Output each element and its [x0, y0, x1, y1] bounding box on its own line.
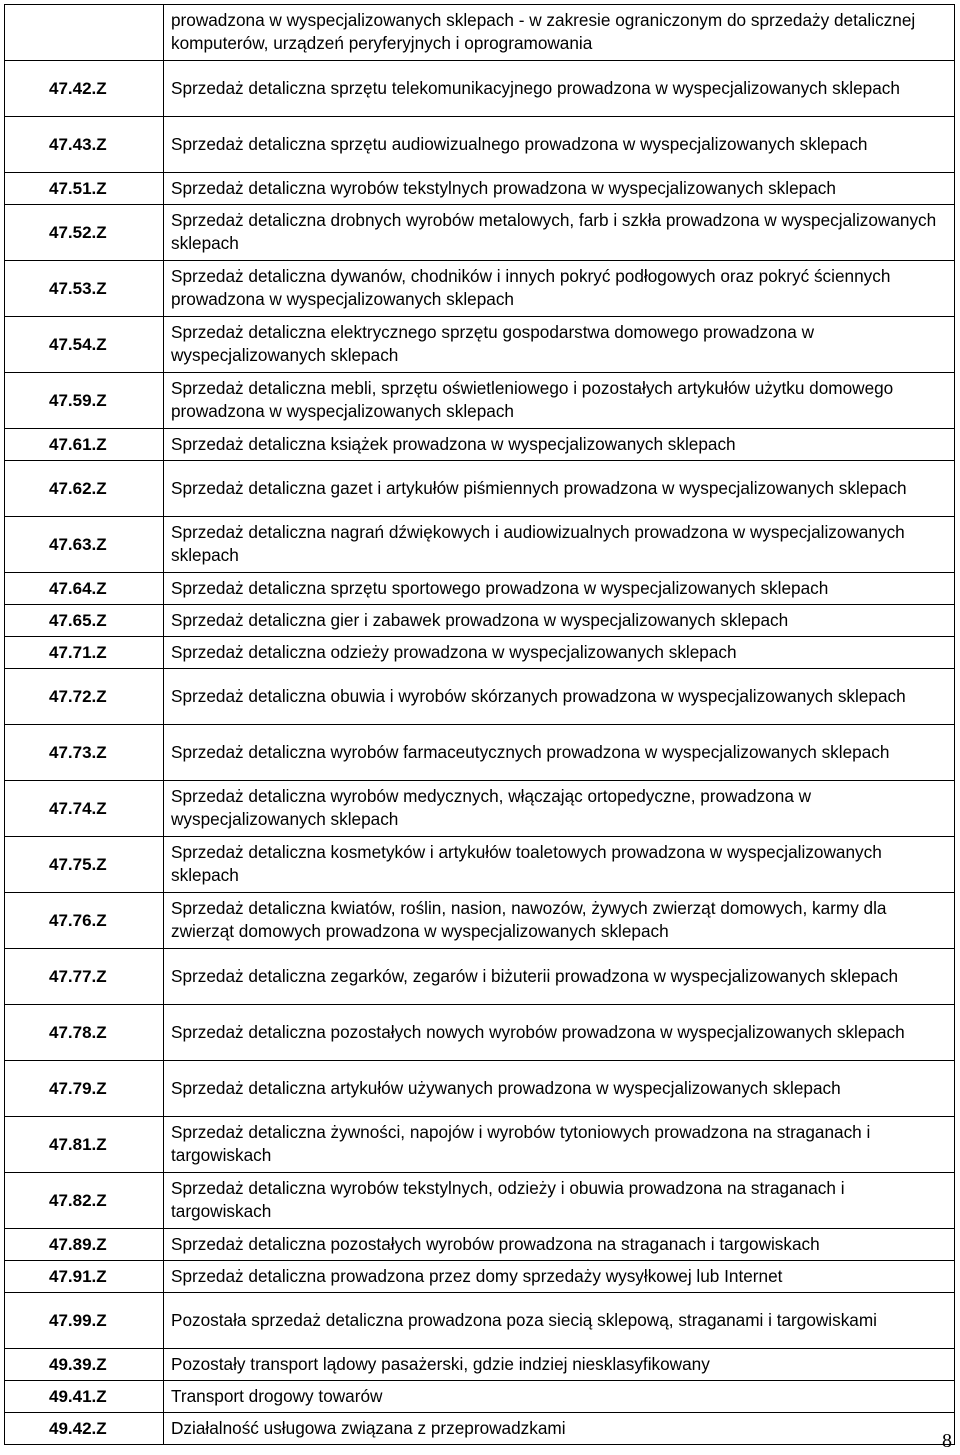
pkd-code: 47.89.Z [5, 1229, 164, 1261]
pkd-description: Sprzedaż detaliczna gier i zabawek prowadzona w wyspecjalizowanych sklepach [164, 605, 955, 637]
pkd-description: Sprzedaż detaliczna pozostałych wyrobów prowadzona na straganach i targowiskach [164, 1229, 955, 1261]
table-row [5, 317, 955, 373]
pkd-description: Sprzedaż detaliczna obuwia i wyrobów skórzanych prowadzona w wyspecjalizowanych sklepach [164, 669, 955, 725]
pkd-description: Sprzedaż detaliczna prowadzona przez domy sprzedaży wysyłkowej lub Internet [164, 1261, 955, 1293]
table-row [5, 261, 955, 317]
pkd-description: Pozostała sprzedaż detaliczna prowadzona poza siecią sklepową, straganami i targowiskami [164, 1293, 955, 1349]
table-row [5, 173, 955, 205]
table-row [5, 837, 955, 893]
table-row [5, 781, 955, 837]
pkd-code: 47.59.Z [5, 373, 164, 429]
pkd-description: Sprzedaż detaliczna nagrań dźwiękowych i audiowizualnych prowadzona w wyspecjalizowanych sklepach [164, 517, 955, 573]
pkd-code: 47.76.Z [5, 893, 164, 949]
pkd-description: Sprzedaż detaliczna gazet i artykułów piśmiennych prowadzona w wyspecjalizowanych sklepach [164, 461, 955, 517]
pkd-description: Sprzedaż detaliczna sprzętu sportowego prowadzona w wyspecjalizowanych sklepach [164, 573, 955, 605]
pkd-description: Sprzedaż detaliczna wyrobów tekstylnych prowadzona w wyspecjalizowanych sklepach [164, 173, 955, 205]
pkd-code: 47.43.Z [5, 117, 164, 173]
pkd-code: 47.64.Z [5, 573, 164, 605]
pkd-code [5, 5, 164, 61]
pkd-description: Sprzedaż detaliczna drobnych wyrobów metalowych, farb i szkła prowadzona w wyspecjalizowanych sklepach [164, 205, 955, 261]
pkd-description: Sprzedaż detaliczna żywności, napojów i wyrobów tytoniowych prowadzona na straganach i targowiskach [164, 1117, 955, 1173]
pkd-description: Sprzedaż detaliczna sprzętu telekomunikacyjnego prowadzona w wyspecjalizowanych sklepach [164, 61, 955, 117]
pkd-description: Sprzedaż detaliczna sprzętu audiowizualnego prowadzona w wyspecjalizowanych sklepach [164, 117, 955, 173]
pkd-description: Działalność usługowa związana z przeprowadzkami [164, 1413, 955, 1445]
pkd-code: 47.72.Z [5, 669, 164, 725]
page-number: 8 [942, 1430, 952, 1452]
table-row [5, 725, 955, 781]
pkd-description: Sprzedaż detaliczna wyrobów tekstylnych, odzieży i obuwia prowadzona na straganach i targowiskach [164, 1173, 955, 1229]
table-row [5, 429, 955, 461]
pkd-description: prowadzona w wyspecjalizowanych sklepach - w zakresie ograniczonym do sprzedaży detalicznej komputerów, urządzeń peryferyjnych i oprogramowania [164, 5, 955, 61]
table-row [5, 1349, 955, 1381]
pkd-code: 47.52.Z [5, 205, 164, 261]
pkd-code: 47.42.Z [5, 61, 164, 117]
pkd-description: Sprzedaż detaliczna dywanów, chodników i innych pokryć podłogowych oraz pokryć ściennych prowadzona w wyspecjalizowanych sklepach [164, 261, 955, 317]
pkd-code: 47.99.Z [5, 1293, 164, 1349]
table-row [5, 461, 955, 517]
pkd-description: Sprzedaż detaliczna kosmetyków i artykułów toaletowych prowadzona w wyspecjalizowanych sklepach [164, 837, 955, 893]
pkd-description: Sprzedaż detaliczna wyrobów medycznych, włączając ortopedyczne, prowadzona w wyspecjalizowanych sklepach [164, 781, 955, 837]
pkd-code: 47.91.Z [5, 1261, 164, 1293]
table-row [5, 1005, 955, 1061]
pkd-description: Sprzedaż detaliczna pozostałych nowych wyrobów prowadzona w wyspecjalizowanych sklepach [164, 1005, 955, 1061]
pkd-description: Pozostały transport lądowy pasażerski, gdzie indziej niesklasyfikowany [164, 1349, 955, 1381]
table-row [5, 1413, 955, 1445]
pkd-code: 49.41.Z [5, 1381, 164, 1413]
pkd-code: 47.53.Z [5, 261, 164, 317]
table-row [5, 1061, 955, 1117]
pkd-codes-table [4, 4, 955, 1445]
pkd-code: 47.54.Z [5, 317, 164, 373]
table-row [5, 61, 955, 117]
table-row [5, 1117, 955, 1173]
table-row [5, 1173, 955, 1229]
pkd-code: 47.63.Z [5, 517, 164, 573]
pkd-description: Sprzedaż detaliczna wyrobów farmaceutycznych prowadzona w wyspecjalizowanych sklepach [164, 725, 955, 781]
pkd-description: Sprzedaż detaliczna zegarków, zegarów i biżuterii prowadzona w wyspecjalizowanych sklepach [164, 949, 955, 1005]
table-row [5, 637, 955, 669]
table-row [5, 1293, 955, 1349]
pkd-code: 47.61.Z [5, 429, 164, 461]
pkd-code: 47.71.Z [5, 637, 164, 669]
pkd-code: 47.82.Z [5, 1173, 164, 1229]
pkd-description: Sprzedaż detaliczna kwiatów, roślin, nasion, nawozów, żywych zwierząt domowych, karmy dla zwierząt domowych prowadzona w wyspecjalizowanych sklepach [164, 893, 955, 949]
pkd-description: Transport drogowy towarów [164, 1381, 955, 1413]
pkd-code: 47.81.Z [5, 1117, 164, 1173]
pkd-code: 47.74.Z [5, 781, 164, 837]
pkd-description: Sprzedaż detaliczna artykułów używanych prowadzona w wyspecjalizowanych sklepach [164, 1061, 955, 1117]
table-row [5, 949, 955, 1005]
table-row [5, 573, 955, 605]
pkd-code: 47.79.Z [5, 1061, 164, 1117]
pkd-code: 47.75.Z [5, 837, 164, 893]
table-row [5, 1381, 955, 1413]
table-body [5, 5, 955, 1445]
table-row [5, 893, 955, 949]
pkd-code: 47.65.Z [5, 605, 164, 637]
table-row [5, 1229, 955, 1261]
table-row [5, 1261, 955, 1293]
pkd-code: 47.77.Z [5, 949, 164, 1005]
pkd-description: Sprzedaż detaliczna odzieży prowadzona w wyspecjalizowanych sklepach [164, 637, 955, 669]
pkd-code: 47.73.Z [5, 725, 164, 781]
table-row [5, 373, 955, 429]
table-row [5, 5, 955, 61]
pkd-description: Sprzedaż detaliczna książek prowadzona w wyspecjalizowanych sklepach [164, 429, 955, 461]
table-row [5, 605, 955, 637]
pkd-description: Sprzedaż detaliczna elektrycznego sprzętu gospodarstwa domowego prowadzona w wyspecjalizowanych sklepach [164, 317, 955, 373]
table-row [5, 669, 955, 725]
table-row [5, 517, 955, 573]
pkd-description: Sprzedaż detaliczna mebli, sprzętu oświetleniowego i pozostałych artykułów użytku domowego prowadzona w wyspecjalizowanych sklepach [164, 373, 955, 429]
pkd-code: 49.39.Z [5, 1349, 164, 1381]
pkd-code: 47.51.Z [5, 173, 164, 205]
pkd-code: 47.78.Z [5, 1005, 164, 1061]
table-row [5, 117, 955, 173]
pkd-code: 47.62.Z [5, 461, 164, 517]
table-row [5, 205, 955, 261]
pkd-code: 49.42.Z [5, 1413, 164, 1445]
